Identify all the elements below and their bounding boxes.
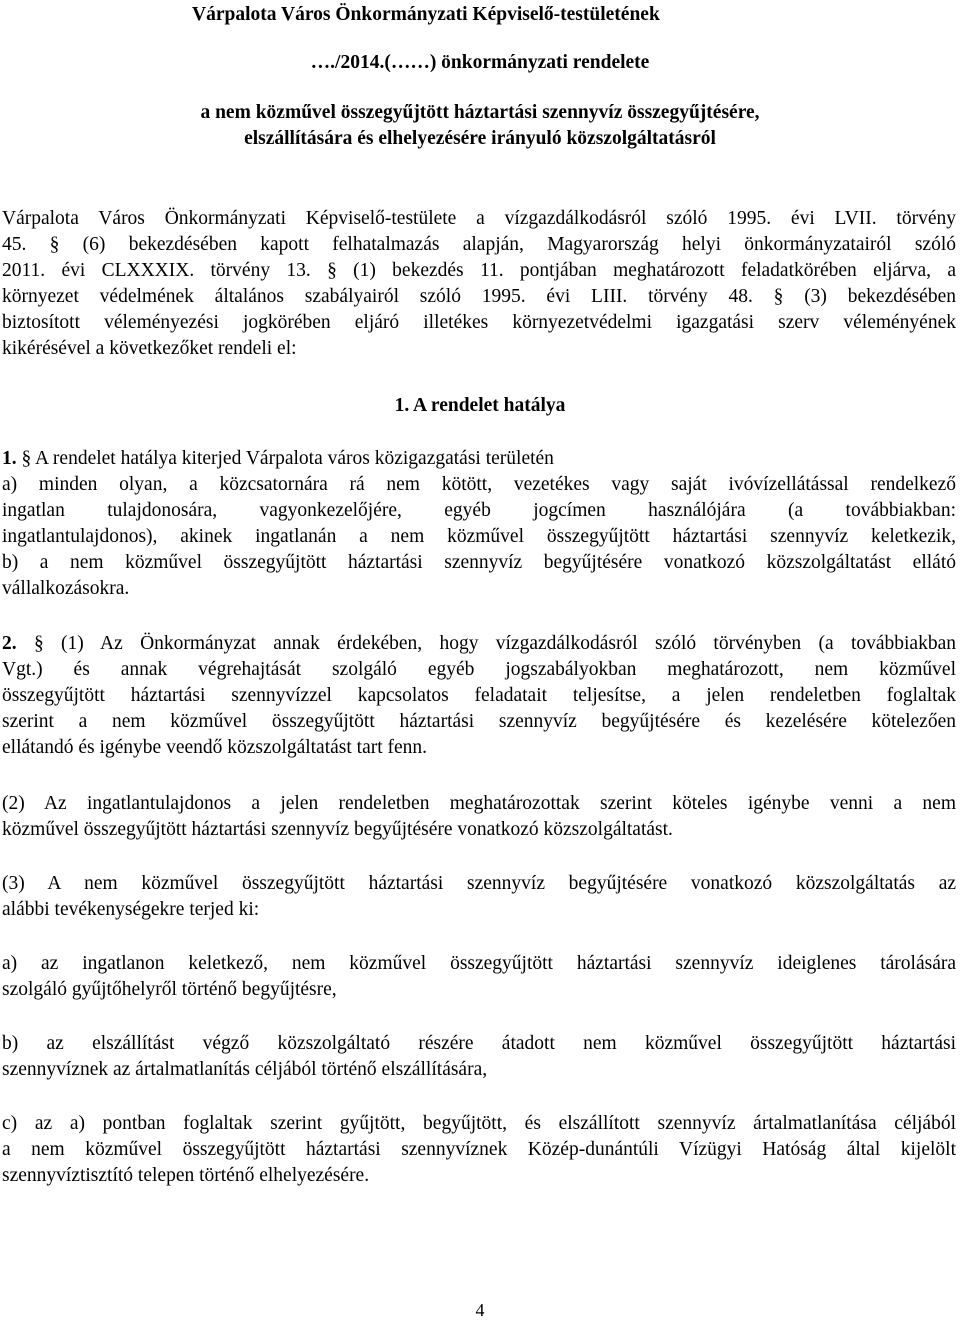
section-2-paragraph-3 [2,871,956,923]
preamble-line: 45. § (6) bekezdésében kapott felhatalmazás alapján, Magyarország helyi önkormányzatairól szóló [2,234,956,255]
preamble-line: környezet védelmének általános szabályairól szóló 1995. évi LIII. törvény 48. § (3) bekezdésében [2,286,956,307]
section-1-paragraph [2,446,956,602]
paragraph-line: szerint a nem közművel összegyűjtött háztartási szennyvíz begyűjtésére és kezelésére kötelezően [2,711,956,732]
paragraph-line: vállalkozásokra. [2,578,130,599]
paragraph-line: b) a nem közművel összegyűjtött háztartási szennyvíz begyűjtésére vonatkozó közszolgáltatást ellátó [2,552,956,573]
section-2-paragraph-1 [2,631,956,761]
paragraph-line: (2) Az ingatlantulajdonos a jelen rendeletben meghatározottak szerint köteles igénybe venni a nem [2,793,956,814]
paragraph-line: c) az a) pontban foglaltak szerint gyűjtött, begyűjtött, és elszállított szennyvíz ártalmatlanítása céljából [2,1113,956,1134]
list-item-c [2,1111,956,1189]
paragraph-line: Vgt.) és annak végrehajtását szolgáló egyéb jogszabályokban meghatározott, nem közművel [2,659,956,680]
list-item-a [2,951,956,1003]
paragraph-line: (3) A nem közművel összegyűjtött háztartási szennyvíz begyűjtésére vonatkozó közszolgáltatás az [2,873,956,894]
paragraph-line: közművel összegyűjtött háztartási szennyvíz begyűjtésére vonatkozó közszolgáltatást. [2,819,673,840]
paragraph-line: a) minden olyan, a közcsatornára rá nem kötött, vezetékes vagy saját ivóvízellátással rendelkező [2,474,956,495]
page-number: 4 [475,1300,485,1320]
regulation-number: …./2014.(……) önkormányzati rendelete [310,52,650,73]
list-item-b [2,1031,956,1083]
regulation-subject-line-2: elszállítására és elhelyezésére irányuló közszolgáltatásról [244,128,716,149]
section-2-paragraph-2 [2,791,956,843]
paragraph-line: szennyvíznek az ártalmatlanítás céljából történő elszállítására, [2,1059,488,1080]
preamble-paragraph [2,206,956,362]
paragraph-line: b) az elszállítást végző közszolgáltató részére átadott nem közművel összegyűjtött háztartási [2,1033,956,1054]
section-number: 2. [2,633,17,654]
council-title: Várpalota Város Önkormányzati Képviselő-testületének [192,4,660,25]
regulation-subject-line-1: a nem közművel összegyűjtött háztartási szennyvíz összegyűjtésére, [200,102,760,123]
preamble-line: 2011. évi CLXXXIX. törvény 13. § (1) bekezdés 11. pontjában meghatározott feladatkörében eljárva, a [2,260,956,281]
section-number: 1. [2,448,17,469]
paragraph-line: szolgáló gyűjtőhelyről történő begyűjtésre, [2,979,337,1000]
preamble-line: Várpalota Város Önkormányzati Képviselő-testülete a vízgazdálkodásról szóló 1995. évi LVII. törvény [2,208,956,229]
paragraph-line: szennyvíztisztító telepen történő elhelyezésére. [2,1165,370,1186]
paragraph-line: ingatlan tulajdonosára, vagyonkezelőjére, egyéb jogcímen használójára (a továbbiakban: [2,500,956,521]
paragraph-line: 2. § (1) Az Önkormányzat annak érdekében, hogy vízgazdálkodásról szóló törvényben (a továbbiakban [2,633,956,654]
paragraph-line: ellátandó és igénybe veendő közszolgáltatást tart fenn. [2,737,428,758]
preamble-line: kikérésével a következőket rendeli el: [2,338,297,359]
paragraph-line: 1. § A rendelet hatálya kiterjed Várpalota város közigazgatási területén [2,448,554,469]
preamble-line: biztosított véleményezési jogkörében eljáró illetékes környezetvédelmi igazgatási szerv véleményének [2,312,956,333]
paragraph-line: a) az ingatlanon keletkező, nem közművel összegyűjtött háztartási szennyvíz ideiglenes tárolására [2,953,956,974]
paragraph-line: összegyűjtött háztartási szennyvízzel kapcsolatos feladatait teljesítse, a jelen rendeletben foglaltak [2,685,956,706]
paragraph-line: a nem közművel összegyűjtött háztartási szennyvíznek Közép-dunántúli Vízügyi Hatóság által kijelölt [2,1139,956,1160]
paragraph-line: alábbi tevékenységekre terjed ki: [2,899,260,920]
paragraph-line: ingatlantulajdonos), akinek ingatlanán a nem közművel összegyűjtött háztartási szennyvíz keletkezik, [2,526,956,547]
section-heading: 1. A rendelet hatálya [394,395,566,416]
